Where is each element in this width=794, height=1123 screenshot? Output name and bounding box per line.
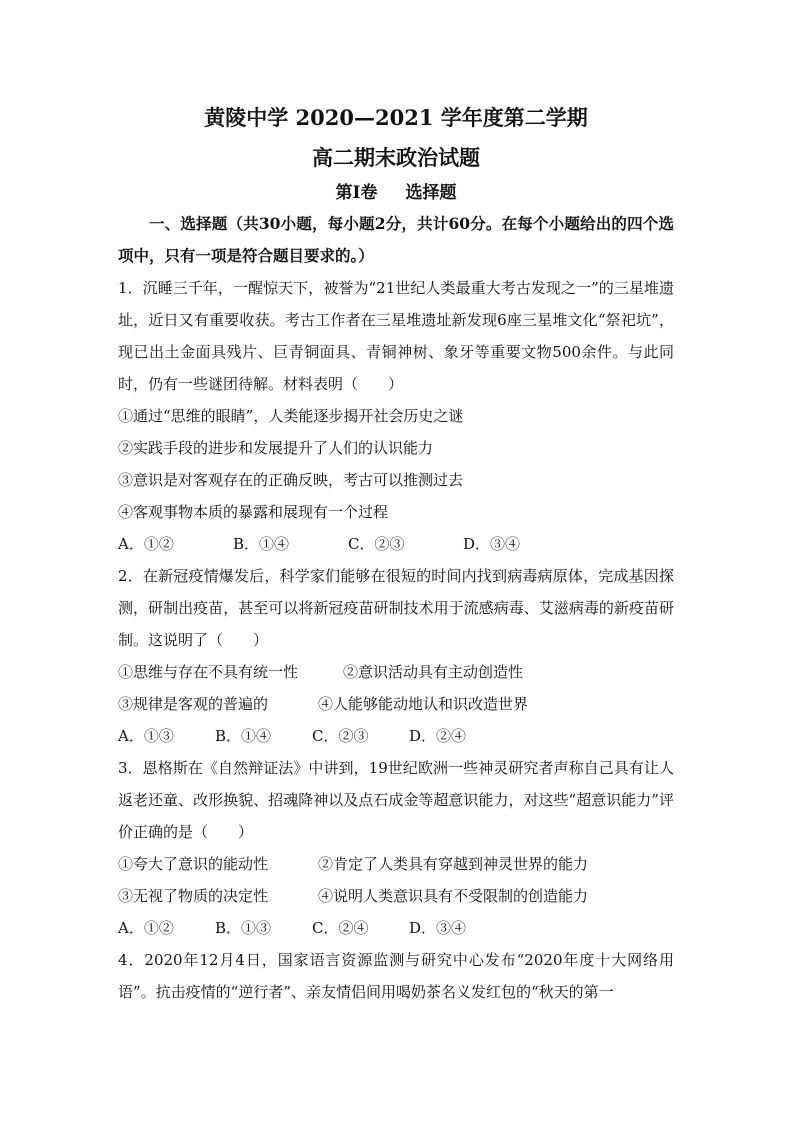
section-heading (118, 178, 674, 208)
answer-choice-c: C．②③ (312, 727, 369, 745)
question-stem: 2．在新冠疫情爆发后，科学家们能够在很短的时间内找到病毒病原体，完成基因探测，研制出疫苗，甚至可以将新冠疫苗研制技术用于流感病毒、艾滋病毒的新疫苗研制。这说明了（ ） (118, 567, 674, 649)
question-option: ①通过“思维的眼睛”，人类能逐步揭开社会历史之谜 (118, 407, 464, 425)
answer-choices (118, 912, 674, 944)
question-1 (118, 272, 674, 560)
answer-choice-b: B．①③ (215, 919, 272, 937)
question-option: ④客观事物本质的暴露和展现有一个过程 (118, 503, 389, 521)
question-option: ①夸大了意识的能动性 (118, 855, 269, 873)
question-option: ①思维与存在不具有统一性 (118, 663, 299, 681)
question-option: ②肯定了人类具有穿越到神灵世界的能力 (318, 855, 589, 873)
question-option-row (118, 656, 674, 688)
question-3 (118, 752, 674, 944)
answer-choice-c: C．②④ (312, 919, 369, 937)
answer-choice-b: B．①④ (215, 727, 272, 745)
question-option-row (118, 688, 674, 720)
question-option: ②实践手段的进步和发展提升了人们的认识能力 (118, 439, 434, 457)
exam-title: 黄陵中学 2020—2021 学年度第二学期 (204, 105, 588, 130)
answer-choice-a: A．①② (118, 535, 174, 553)
question-2 (118, 560, 674, 752)
question-4 (118, 944, 674, 1008)
answer-choice-c: C．②③ (348, 535, 405, 553)
answer-choice-a: A．①② (118, 919, 174, 937)
answer-choices (118, 720, 674, 752)
answer-choice-d: D．③④ (409, 919, 467, 937)
answer-choice-d: D．②④ (409, 727, 467, 745)
question-stem: 4．2020年12月4日，国家语言资源监测与研究中心发布“2020年度十大网络用语”。抗击疫情的“逆行者”、亲友情侣间用喝奶茶名义发红包的“秋天的第一 (118, 951, 674, 1001)
answer-choice-a: A．①③ (118, 727, 174, 745)
section-name: 选择题 (405, 183, 457, 203)
question-option: ②意识活动具有主动创造性 (343, 663, 524, 681)
question-stem: 1．沉睡三千年，一醒惊天下，被誉为“21世纪人类最重大考古发现之一”的三星堆遗址，近日又有重要收获。考古工作者在三星堆遗址新发现6座三星堆文化“祭祀坑”，现已出土金面具残片、巨青铜面具、青铜神树、象牙等重要文物500余件。与此同时，仍有一些谜团待解。材料表明（ ） (118, 279, 674, 393)
question-option: ④说明人类意识具有不受限制的创造能力 (318, 887, 589, 905)
answer-choice-d: D．③④ (463, 535, 521, 553)
section-instructions: 一、选择题（共30小题，每小题2分，共计60分。在每个小题给出的四个选项中，只有一项是符合题目要求的。） (118, 214, 674, 265)
question-option: ③意识是对客观存在的正确反映，考古可以推测过去 (118, 471, 464, 489)
answer-choices (118, 528, 674, 560)
question-option: ④人能够能动地认和识改造世界 (318, 695, 529, 713)
answer-choice-b: B．①④ (233, 535, 290, 553)
question-option: ③无视了物质的决定性 (118, 887, 269, 905)
exam-subtitle: 高二期末政治试题 (312, 145, 480, 170)
question-option-row (118, 880, 674, 912)
question-option: ③规律是客观的普遍的 (118, 695, 269, 713)
question-option-row (118, 848, 674, 880)
question-stem: 3．恩格斯在《自然辩证法》中讲到，19世纪欧洲一些神灵研究者声称自己具有让人返老还童、改形换貌、招魂降神以及点石成金等超意识能力，对这些“超意识能力”评价正确的是（ ） (118, 759, 674, 841)
section-label: 第Ⅰ卷 (335, 183, 378, 203)
